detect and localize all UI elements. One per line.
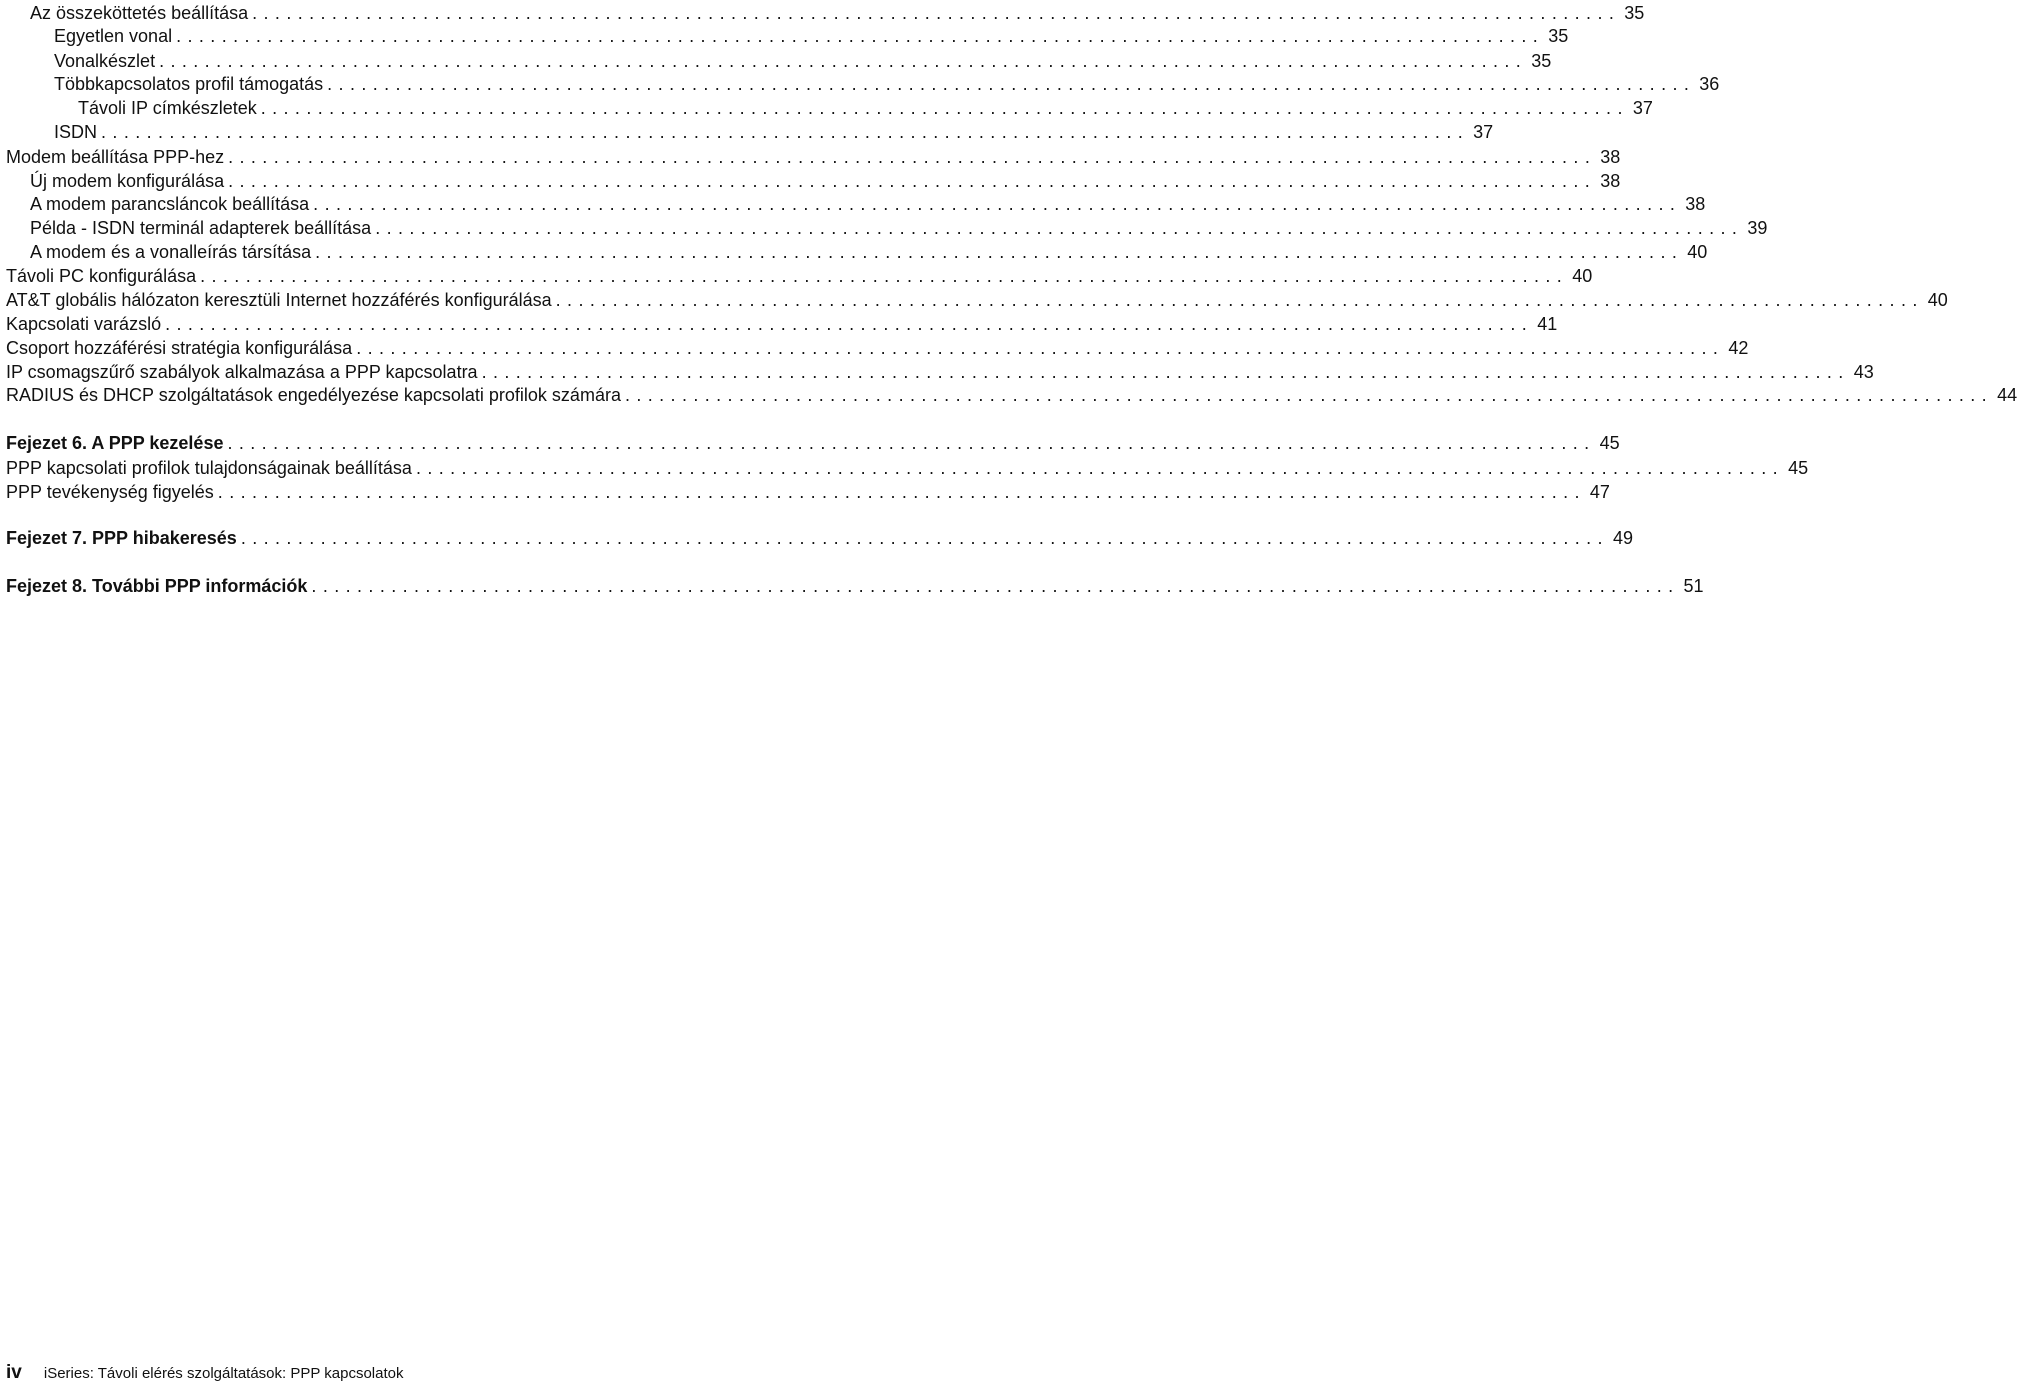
toc-entry[interactable] (30, 168, 1621, 192)
toc-entry-page-number: 51 (1683, 576, 1704, 596)
toc-entry-page-number: 37 (1632, 98, 1653, 118)
toc-entry-title: Egyetlen vonal (54, 26, 173, 46)
toc-entry-title: A modem és a vonalleírás társítása (30, 242, 312, 262)
toc-entry[interactable] (6, 479, 1610, 503)
toc-entry-page-number: 35 (1531, 51, 1552, 71)
toc-chapter-entry[interactable] (6, 430, 1620, 454)
toc-entry[interactable] (54, 119, 1494, 143)
toc-entry-page-number: 37 (1473, 122, 1494, 142)
dot-leader: ........................................................................................................................ (555, 290, 1924, 310)
toc-entry-title: A modem parancsláncok beállítása (30, 194, 310, 214)
dot-leader: ........................................................................................................................ (624, 385, 1994, 405)
toc-entry[interactable] (6, 359, 1874, 383)
toc-entry-page-number: 45 (1599, 433, 1620, 453)
toc-entry-page-number: 44 (1997, 385, 2017, 405)
toc-entry[interactable] (6, 455, 1809, 479)
toc-entry[interactable] (6, 144, 1621, 168)
dot-leader: ........................................................................................................................ (200, 266, 1569, 286)
toc-entry[interactable] (6, 311, 1558, 335)
toc-entry-page-number: 40 (1572, 266, 1593, 286)
toc-entry-page-number: 43 (1853, 362, 1874, 382)
toc-entry[interactable] (30, 191, 1706, 215)
toc-entry-title: Fejezet 6. A PPP kezelése (6, 433, 224, 453)
dot-leader: ........................................................................................................................ (260, 98, 1629, 118)
toc-entry-title: ISDN (54, 122, 98, 142)
toc-entry-page-number: 39 (1747, 218, 1768, 238)
toc-entry-page-number: 38 (1685, 194, 1706, 214)
dot-leader: ........................................................................................................................ (252, 3, 1621, 23)
toc-entry-title: AT&T globális hálózaton keresztüli Internet hozzáférés konfigurálása (6, 290, 552, 310)
footer-book-title: iSeries: Távoli elérés szolgáltatások: PPP kapcsolatok (43, 1365, 404, 1382)
toc-entry-title: Többkapcsolatos profil támogatás (54, 74, 324, 94)
toc-entry-title: Az összeköttetés beállítása (30, 3, 249, 23)
dot-leader: ........................................................................................................................ (356, 338, 1725, 358)
toc-entry[interactable] (30, 0, 1645, 24)
toc-entry[interactable] (6, 382, 2017, 406)
toc-entry[interactable] (78, 95, 1653, 119)
toc-chapter-entry[interactable] (6, 573, 1704, 597)
toc-entry-title: Távoli IP címkészletek (78, 98, 257, 118)
toc-chapter-entry[interactable] (6, 525, 1633, 549)
footer-page-number: iv (6, 1362, 22, 1383)
toc-entry-page-number: 40 (1687, 242, 1708, 262)
toc-entry-title: Távoli PC konfigurálása (6, 266, 197, 286)
dot-leader: ........................................................................................................................ (176, 26, 1545, 46)
page-footer (6, 1362, 404, 1386)
dot-leader: ........................................................................................................................ (315, 242, 1684, 262)
toc-entry-page-number: 38 (1600, 171, 1621, 191)
toc-entry[interactable] (6, 263, 1593, 287)
toc-entry-title: Kapcsolati varázsló (6, 314, 162, 334)
toc-entry-title: IP csomagszűrő szabályok alkalmazása a PPP kapcsolatra (6, 362, 478, 382)
toc-entry[interactable] (54, 71, 1720, 95)
dot-leader: ........................................................................................................................ (240, 528, 1609, 548)
toc-entry[interactable] (54, 48, 1552, 72)
toc-entry-page-number: 35 (1624, 3, 1645, 23)
toc-entry[interactable] (30, 215, 1768, 239)
toc-entry-title: Fejezet 8. További PPP információk (6, 576, 308, 596)
toc-entry-title: PPP kapcsolati profilok tulajdonságainak beállítása (6, 458, 412, 478)
toc-entry[interactable] (54, 23, 1569, 47)
dot-leader: ........................................................................................................................ (415, 458, 1785, 478)
toc-entry[interactable] (6, 335, 1749, 359)
toc-entry-page-number: 45 (1788, 458, 1809, 478)
toc-entry-page-number: 47 (1589, 482, 1610, 502)
toc-entry-title: Csoport hozzáférési stratégia konfigurálása (6, 338, 353, 358)
dot-leader: ........................................................................................................................ (375, 218, 1744, 238)
dot-leader: ........................................................................................................................ (101, 122, 1470, 142)
dot-leader: ........................................................................................................................ (159, 51, 1528, 71)
toc-entry-title: Vonalkészlet (54, 51, 156, 71)
toc-entry-page-number: 36 (1699, 74, 1720, 94)
toc-entry-title: Fejezet 7. PPP hibakeresés (6, 528, 237, 548)
toc-entry-title: Példa - ISDN terminál adapterek beállítása (30, 218, 372, 238)
toc-entry-page-number: 40 (1927, 290, 1948, 310)
toc-entry-page-number: 42 (1728, 338, 1749, 358)
dot-leader: ........................................................................................................................ (217, 482, 1586, 502)
toc-entry[interactable] (6, 287, 1948, 311)
toc-entry[interactable] (30, 239, 1708, 263)
toc-entry-title: Modem beállítása PPP-hez (6, 147, 225, 167)
toc-entry-page-number: 38 (1600, 147, 1621, 167)
dot-leader: ........................................................................................................................ (165, 314, 1534, 334)
dot-leader: ........................................................................................................................ (327, 74, 1696, 94)
toc-entry-title: RADIUS és DHCP szolgáltatások engedélyezése kapcsolati profilok számára (6, 385, 621, 405)
toc-entry-title: Új modem konfigurálása (30, 171, 225, 191)
dot-leader: ........................................................................................................................ (227, 433, 1596, 453)
toc-entry-page-number: 35 (1548, 26, 1569, 46)
toc-entry-page-number: 41 (1537, 314, 1558, 334)
dot-leader: ........................................................................................................................ (311, 576, 1680, 596)
dot-leader: ........................................................................................................................ (228, 171, 1597, 191)
toc-entry-page-number: 49 (1612, 528, 1633, 548)
toc-entry-title: PPP tevékenység figyelés (6, 482, 214, 502)
dot-leader: ........................................................................................................................ (481, 362, 1850, 382)
dot-leader: ........................................................................................................................ (313, 194, 1682, 214)
dot-leader: ........................................................................................................................ (228, 147, 1597, 167)
